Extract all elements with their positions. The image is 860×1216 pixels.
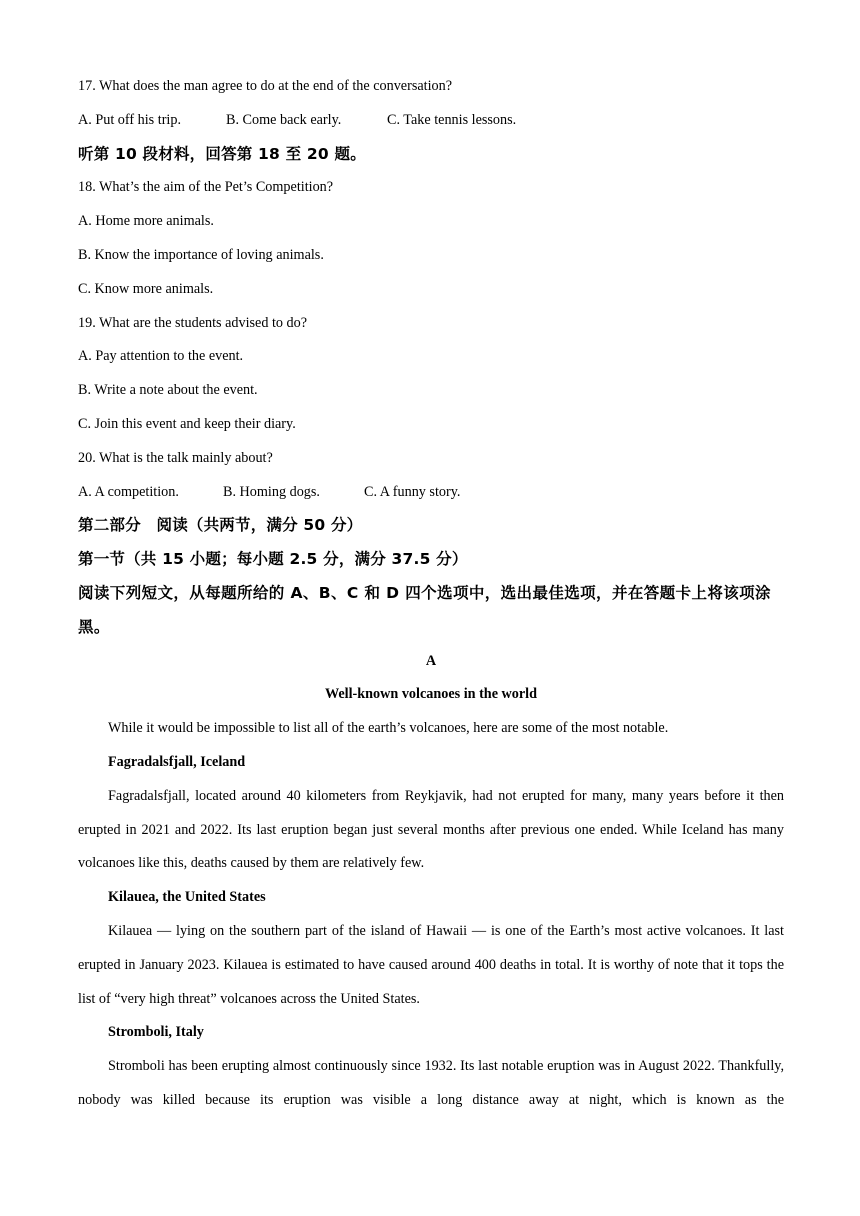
volcano-paragraph: Kilauea — lying on the southern part of the island of Hawaii — is one of the Earth’s most active volcanoes. It last erupted in January 2023. Kilauea is estimated to have caused around 400 deaths in total. It is worthy of note that it tops the list of “very high threat” volcanoes across the United States. <box>78 922 784 1007</box>
option-c: C. Know more animals. <box>78 280 214 297</box>
section-one-heading: 第一节（共 15 小题；每小题 2.5 分，满分 37.5 分） <box>78 550 468 569</box>
option-a: A. Home more animals. <box>78 213 214 230</box>
option-b: B. Write a note about the event. <box>78 382 258 399</box>
option-c: C. A funny story. <box>364 483 461 500</box>
part-two-heading: 第二部分 阅读（共两节，满分 50 分） <box>78 516 363 535</box>
volcano-paragraph: Stromboli has been erupting almost continuously since 1932. Its last notable eruption was in August 2022. Thankfully, nobody was killed because its eruption was visible a long distance away at night, which is known as the <box>78 1058 784 1108</box>
option-b: B. Homing dogs. <box>223 483 320 500</box>
question-17: 17. What does the man agree to do at the end of the conversation? <box>78 78 453 94</box>
question-19: 19. What are the students advised to do? <box>78 314 308 331</box>
option-a: A. A competition. <box>78 483 179 500</box>
option-c: C. Take tennis lessons. <box>387 111 517 128</box>
volcano-heading: Stromboli, Italy <box>108 1024 204 1041</box>
question-20: 20. What is the talk mainly about? <box>78 449 273 466</box>
option-c: C. Join this event and keep their diary. <box>78 415 296 432</box>
passage-intro: While it would be impossible to list all of the earth’s volcanoes, here are some of the most notable. <box>108 720 669 737</box>
question-18: 18. What’s the aim of the Pet’s Competition? <box>78 179 334 196</box>
exam-page <box>78 70 784 1118</box>
option-a: A. Put off his trip. <box>78 111 181 128</box>
passage-title: Well-known volcanoes in the world <box>324 686 538 703</box>
passage-letter: A <box>425 652 437 669</box>
question-20-options <box>78 476 784 510</box>
volcano-paragraph: Fagradalsfjall, located around 40 kilometers from Reykjavik, had not erupted for many, many years before it then erupted in 2021 and 2022. Its last eruption began just several months after previous one ended. While Iceland has many volcanoes like this, deaths caused by them are relatively few. <box>78 787 784 872</box>
option-b: B. Know the importance of loving animals. <box>78 246 324 263</box>
volcano-heading: Fagradalsfjall, Iceland <box>108 753 246 770</box>
question-17-options <box>78 104 784 138</box>
section-10-heading: 听第 10 段材料，回答第 18 至 20 题。 <box>78 144 366 163</box>
reading-instructions: 阅读下列短文，从每题所给的 A、B、C 和 D 四个选项中，选出最佳选项，并在答题卡上将该项涂黑。 <box>78 583 771 636</box>
volcano-heading: Kilauea, the United States <box>108 889 266 906</box>
option-a: A. Pay attention to the event. <box>78 348 244 365</box>
option-b: B. Come back early. <box>226 111 342 128</box>
